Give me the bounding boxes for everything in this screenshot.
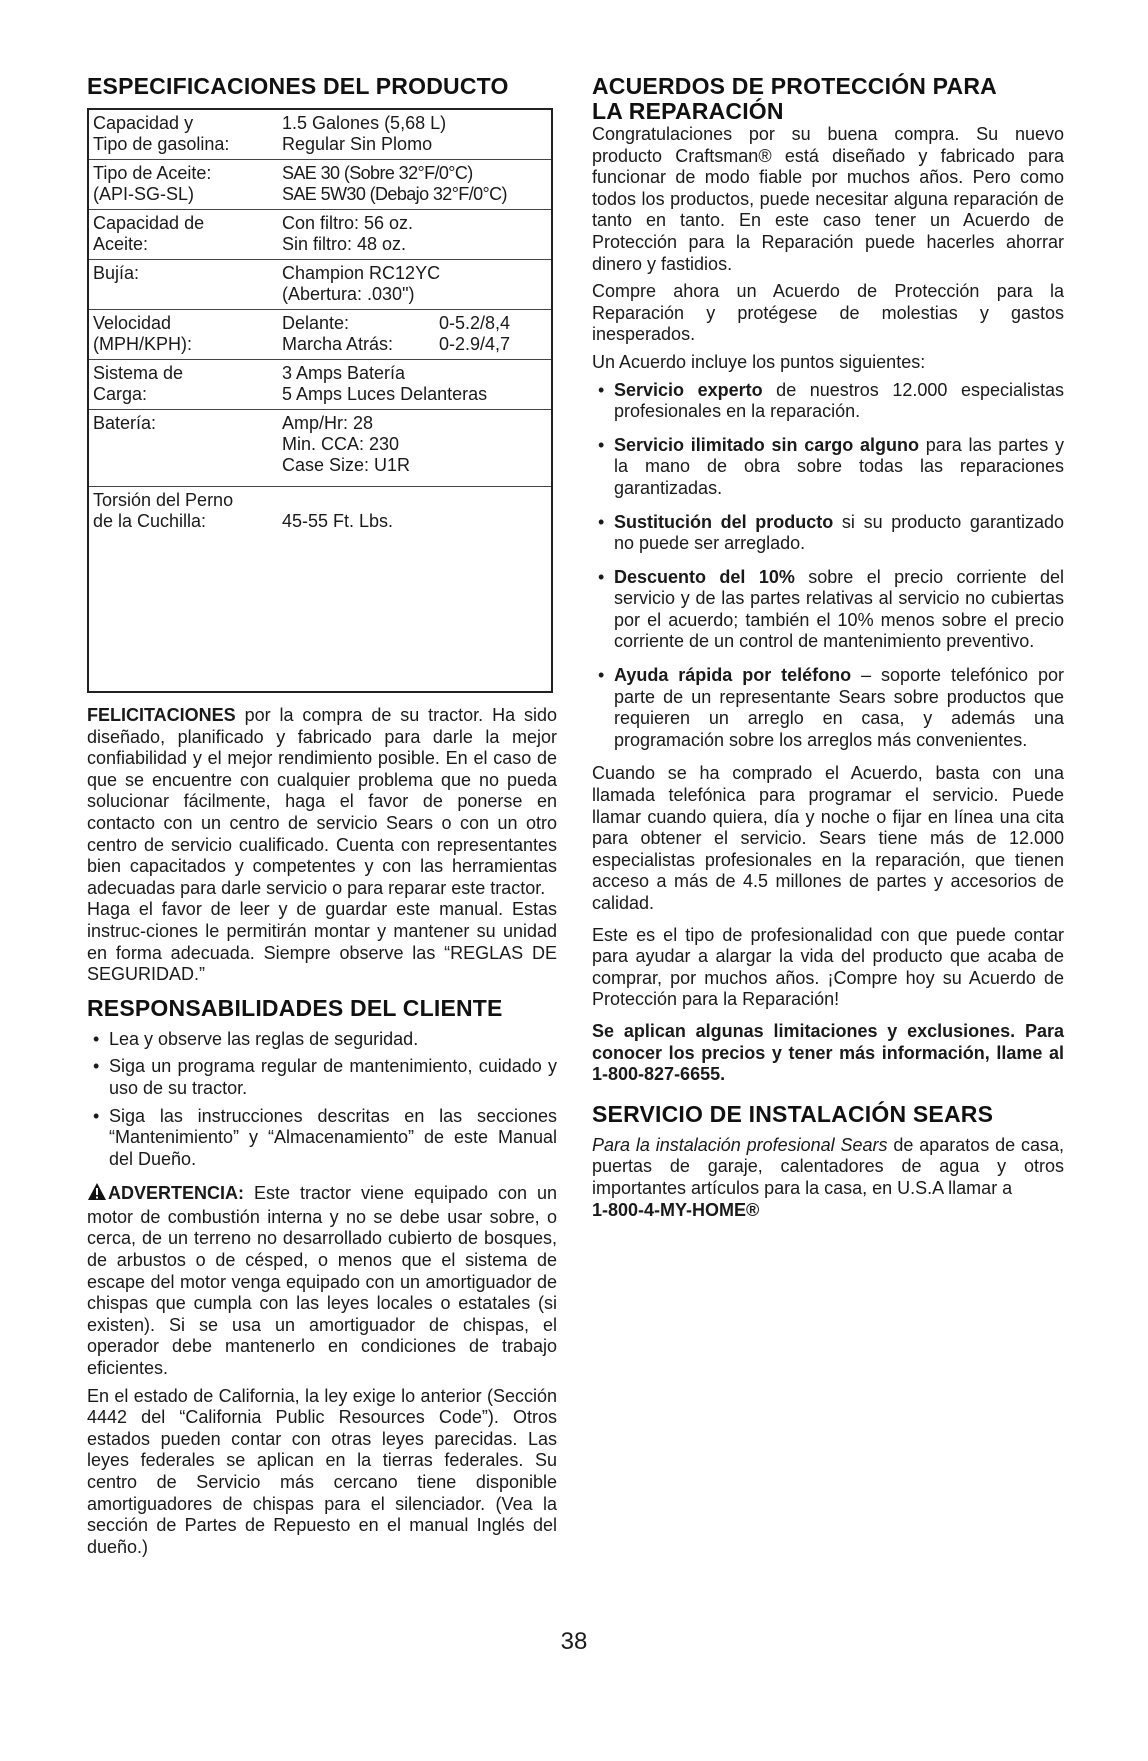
page-number: 38 (560, 1628, 588, 1655)
spec-value: 45-55 Ft. Lbs. (282, 511, 394, 531)
spec-value: Min. CCA: 230 (282, 434, 400, 454)
spec-label: Torsión del Perno (93, 490, 234, 510)
responsibilities-title: RESPONSABILIDADES DEL CLIENTE (87, 994, 503, 1021)
manual-paragraph: Haga el favor de leer y de guardar este manual. Estas instruc-ciones le permitirán montar y mantener su unidad en forma adecuada. Siempre observe las “REGLAS DE SEGURIDAD.” (87, 899, 557, 985)
spec-row (89, 360, 551, 410)
spec-value: 0-5.2/8,4 (439, 313, 511, 333)
item-text: sobre el precio corriente del servicio y de las partes relativas al servicio no cubiertas por el acuerdo; también el 10% menos sobre el precio corriente de un control de mantenimiento preventivo. (614, 566, 1065, 652)
installation-paragraph (592, 1135, 1064, 1200)
item-bold: Sustitución del producto (614, 511, 834, 532)
spec-row (89, 110, 551, 160)
installation-italic: Para la instalación profesional Sears (592, 1134, 888, 1155)
list-item: • Siga las instrucciones descritas en las secciones “Mantenimiento” y “Almacenamiento” de este Manual del Dueño. (87, 1106, 557, 1171)
agreements-professionalism: Este es el tipo de profesionalidad con que puede contar para ayudar a alargar la vida del producto que acaba de comprar, por muchos años. ¡Compre hoy su Acuerdo de Protección para la Reparación! (592, 924, 1064, 1010)
item-text: si su producto garantizado no puede ser arreglado. (614, 511, 1064, 554)
spec-label: Sistema de (93, 363, 184, 383)
agreements-intro: Congratulaciones por su buena compra. Su nuevo producto Craftsman® está diseñado y fabricado para funcionar de modo fiable por muchos años. Pero como todos los productos, puede necesitar alguna reparación de tanto en tanto. En este caso tener un Acuerdo de Protección para la Reparación puede hacerles ahorrar dinero y fastidios. (592, 124, 1064, 274)
item-bold: Descuento del 10% (614, 566, 795, 587)
list-item: • Siga un programa regular de mantenimiento, cuidado y uso de su tractor. (87, 1056, 557, 1099)
spec-value: 0-2.9/4,7 (439, 334, 511, 354)
spec-value: Champion RC12YC (282, 263, 441, 283)
installation-text: de aparatos de casa, puertas de garaje, calentadores de agua y otros importantes artículos para la casa, en U.S.A llamar a (592, 1134, 1065, 1198)
item-text: para las partes y la mano de obra sobre todas las reparaciones garantizadas. (614, 434, 1064, 498)
spec-value: SAE 30 (Sobre 32°F/0°C) (282, 163, 473, 183)
item-bold: Servicio experto (614, 379, 763, 400)
spec-value: Regular Sin Plomo (282, 134, 433, 154)
spec-label: Batería: (93, 413, 157, 433)
specs-title: ESPECIFICACIONES DEL PRODUCTO (87, 73, 509, 99)
warning-text: Este tractor viene equipado con un motor de combustión interna y no se debe usar sobre, o cerca, de un terreno no desarrollado cubierto de bosques, de arbustos o de césped, o menos que el sistema de escape del motor venga equipado con un amortiguador de chispas que cumpla con las leyes locales o estatales (si existen). Si se usa un amortiguador de chispas, el operador debe mantenerlo en condiciones de trabajo eficientes. (87, 1183, 557, 1379)
spec-value: Marcha Atrás: (282, 334, 394, 354)
spec-label: Velocidad (93, 313, 172, 333)
spec-value: SAE 5W30 (Debajo 32°F/0°C) (282, 184, 507, 204)
agreements-buy: Compre ahora un Acuerdo de Protección para la Reparación y protégese de molestias y gastos inesperados. (592, 281, 1064, 345)
specs-table (87, 108, 553, 693)
spec-value: Delante: (282, 313, 350, 333)
agreements-limitations: Se aplican algunas limitaciones y exclusiones. Para conocer los precios y tener más información, llame al 1-800-827-6655. (592, 1020, 1064, 1085)
agreements-includes: Un Acuerdo incluye los puntos siguientes: (592, 351, 926, 372)
agreements-title-line2: LA REPARACIÓN (592, 98, 784, 124)
spec-row (89, 310, 551, 360)
list-item (592, 665, 1064, 751)
california-paragraph: En el estado de California, la ley exige lo anterior (Sección 4442 del “California Public Resources Code”). Otros estados pueden contar con otras leyes parecidas. Las leyes federales se aplican en la tierras federales. Su centro de Servicio más cercano tiene disponible amortiguadores de chispas para el silenciador. (Vea la sección de Partes de Repuesto en el manual Inglés del dueño.) (87, 1385, 557, 1557)
spec-value: Amp/Hr: 28 (282, 413, 374, 433)
spec-row (89, 260, 551, 310)
spec-row (89, 210, 551, 260)
spec-value: Case Size: U1R (282, 455, 411, 475)
installation-title: SERVICIO DE INSTALACIÓN SEARS (592, 1100, 994, 1127)
spec-label: Aceite: (93, 234, 149, 254)
spec-value: Con filtro: 56 oz. (282, 213, 414, 233)
right-column (592, 74, 1064, 1221)
spec-label: (MPH/KPH): (93, 334, 192, 354)
spec-value: (Abertura: .030") (282, 284, 415, 304)
spec-row (89, 160, 551, 210)
list-item (592, 567, 1064, 653)
spec-value: 1.5 Galones (5,68 L) (282, 113, 447, 133)
agreements-title-line1: ACUERDOS DE PROTECCIÓN PARA (592, 73, 997, 99)
item-bold: Ayuda rápida por teléfono (614, 665, 852, 686)
spec-label: Capacidad de (93, 213, 205, 233)
list-item: • Lea y observe las reglas de seguridad. (87, 1029, 557, 1051)
congrats-paragraph (87, 705, 557, 899)
warning-icon (87, 1182, 107, 1207)
spec-label: (API-SG-SL) (93, 184, 195, 204)
spec-label: Tipo de Aceite: (93, 163, 212, 183)
left-column (87, 74, 557, 1558)
agreements-list (592, 380, 1064, 752)
spec-value: Sin filtro: 48 oz. (282, 234, 407, 254)
spec-row (89, 487, 551, 536)
spec-label: de la Cuchilla: (93, 511, 207, 531)
spec-label: Capacidad y (93, 113, 194, 133)
spec-label: Carga: (93, 384, 148, 404)
spec-row (89, 410, 551, 487)
spec-value: 5 Amps Luces Delanteras (282, 384, 488, 404)
list-item (592, 512, 1064, 555)
spec-label: Bujía: (93, 263, 140, 283)
responsibilities-list (87, 1029, 557, 1171)
warning-paragraph (87, 1182, 557, 1379)
spec-value: 3 Amps Batería (282, 363, 406, 383)
list-item (592, 435, 1064, 500)
warning-lead: ADVERTENCIA: (108, 1183, 245, 1204)
congrats-lead: FELICITACIONES (87, 705, 236, 725)
item-text: de nuestros 12.000 especialistas profesionales en la reparación. (614, 379, 1065, 422)
installation-phone: 1-800-4-MY-HOME® (592, 1199, 760, 1220)
congrats-text: por la compra de su tractor. Ha sido diseñado, planificado y fabricado para darle la mejor confiabilidad y el mejor rendimiento posible. En el caso de que se encuentre con cualquier problema que no pueda solucionar fácilmente, haga el favor de ponerse en contacto con un centro de servicio Sears o con un otro centro de servicio cualificado. Cuenta con representantes bien capacitados y competentes y con las herramientas adecuadas para darle servicio o para reparar este tractor. (87, 705, 557, 898)
spec-label: Tipo de gasolina: (93, 134, 230, 154)
list-item (592, 380, 1064, 423)
item-text: – soporte telefónico por parte de un representante Sears sobre productos que requieren un arreglo en casa, y además una programación sobre los arreglos más convenientes. (614, 665, 1065, 750)
agreements-call: Cuando se ha comprado el Acuerdo, basta con una llamada telefónica para programar el servicio. Puede llamar cuando quiera, día y noche o fijar en línea una cita para obtener el servicio. Sears tiene más de 12.000 especialistas profesionales en la reparación, que tienen acceso a más de 4.5 millones de partes y accesorios de calidad. (592, 763, 1064, 913)
item-bold: Servicio ilimitado sin cargo alguno (614, 434, 919, 455)
